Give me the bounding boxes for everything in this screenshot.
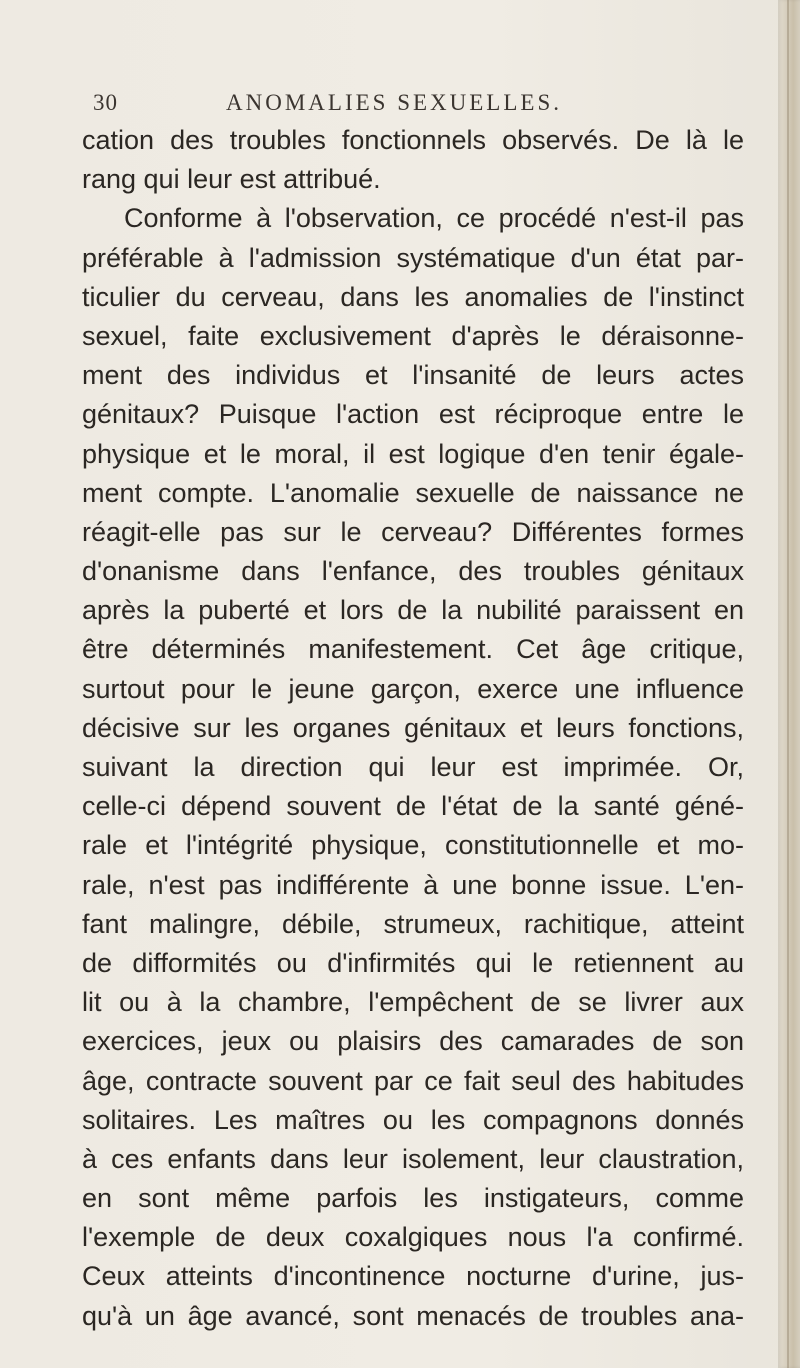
text-line: rale, n'est pas indifférente à une bonne issue. L'en- [82,869,744,900]
text-line: Ceux atteints d'incontinence nocturne d'urine, jus- [82,1261,744,1292]
text-line: génitaux? Puisque l'action est réciproque entre le [82,399,744,430]
body-text [82,121,744,1336]
running-head [0,90,800,124]
text-line: sexuel, faite exclusivement d'après le déraisonne- [82,320,744,351]
text-line: ticulier du cerveau, dans les anomalies de l'instinct [82,281,744,312]
running-title: ANOMALIES SEXUELLES. [226,90,562,115]
page-number: 30 [93,90,118,115]
text-line: celle-ci dépend souvent de l'état de la santé géné- [82,791,744,822]
text-line: lit ou à la chambre, l'empêchent de se livrer aux [82,987,744,1018]
text-line: rale et l'intégrité physique, constitutionnelle et mo- [82,830,744,861]
binding-line [787,0,789,1368]
text-line: physique et le moral, il est logique d'en tenir égale- [82,438,744,469]
text-line: décisive sur les organes génitaux et leurs fonctions, [82,712,744,743]
text-line: exercices, jeux ou plaisirs des camarades de son [82,1026,744,1057]
text-line: rang qui leur est attribué. [82,164,381,195]
text-line: surtout pour le jeune garçon, exerce une influence [82,673,744,704]
text-line: être déterminés manifestement. Cet âge critique, [82,634,744,665]
text-line: ment compte. L'anomalie sexuelle de naissance ne [82,477,744,508]
text-line: à ces enfants dans leur isolement, leur claustration, [82,1143,744,1174]
text-line: ment des individus et l'insanité de leurs actes [82,360,744,391]
text-line: cation des troubles fonctionnels observés. De là le [82,125,744,155]
page-edge [778,0,800,1368]
text-line: solitaires. Les maîtres ou les compagnons donnés [82,1104,744,1135]
text-line: d'onanisme dans l'enfance, des troubles génitaux [82,556,744,587]
text-line: de difformités ou d'infirmités qui le retiennent au [82,947,744,978]
text-line: âge, contracte souvent par ce fait seul des habitudes [82,1065,744,1096]
text-line: Conforme à l'observation, ce procédé n'est-il pas [124,203,744,234]
text-line: suivant la direction qui leur est imprimée. Or, [82,752,744,782]
text-line: préférable à l'admission systématique d'un état par- [82,242,744,273]
text-line: qu'à un âge avancé, sont menacés de troubles ana- [82,1300,744,1331]
text-line: l'exemple de deux coxalgiques nous l'a confirmé. [82,1222,744,1253]
text-line: en sont même parfois les instigateurs, comme [82,1183,744,1214]
text-line: fant malingre, débile, strumeux, rachitique, atteint [82,908,744,939]
text-line: réagit-elle pas sur le cerveau? Différentes formes [82,516,744,547]
text-line: après la puberté et lors de la nubilité paraissent en [82,595,744,626]
